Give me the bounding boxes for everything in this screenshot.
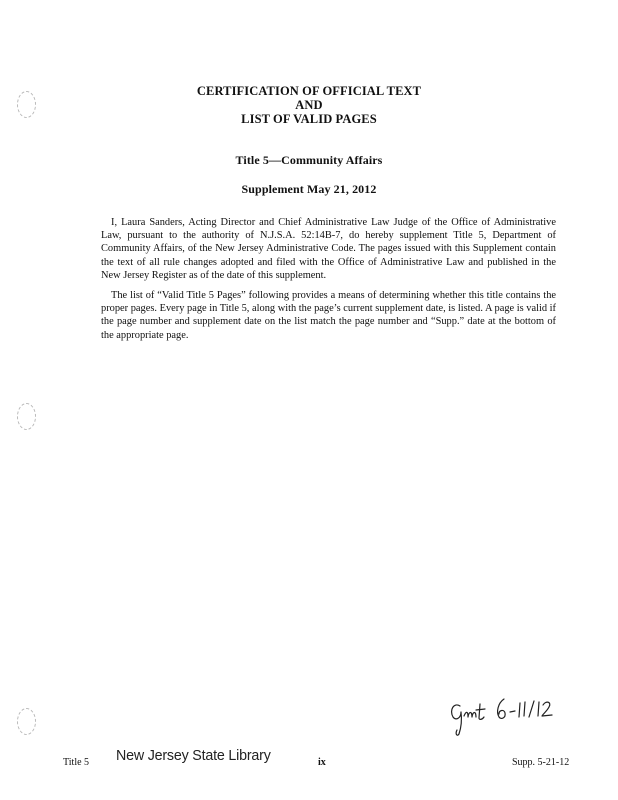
heading-line-1: CERTIFICATION OF OFFICIAL TEXT xyxy=(196,84,422,98)
supplement-date: Supplement May 21, 2012 xyxy=(241,182,377,196)
footer-title: Title 5 xyxy=(63,757,90,768)
hole-punch-bottom xyxy=(17,708,36,735)
hole-punch-middle xyxy=(17,403,36,430)
library-stamp: New Jersey State Library xyxy=(116,747,271,764)
page-number: ix xyxy=(318,757,326,768)
footer-supplement: Supp. 5-21-12 xyxy=(512,757,570,768)
handwritten-signature xyxy=(448,690,578,738)
valid-pages-paragraph: The list of “Valid Title 5 Pages” following provides a means of determining whether this title contains the proper pages. Every page in Title 5, along with the page’s current supplement date, is listed. A page is valid if the page number and supplement date on the list match the page number and “Supp.” date at the bottom of the appropriate page. xyxy=(101,290,556,341)
heading-line-2: AND xyxy=(295,98,323,112)
heading-line-3: LIST OF VALID PAGES xyxy=(241,112,377,126)
signature-drawing xyxy=(448,690,578,738)
certification-paragraph: I, Laura Sanders, Acting Director and Chief Administrative Law Judge of the Office of Administrative Law, pursuant to the authority of N.J.S.A. 52:14B-7, do hereby supplement Title 5, Department of Community Affairs, of the New Jersey Administrative Code. The pages issued with this Supplement contain the text of all rule changes adopted and filed with the Office of Administrative Law and published in the New Jersey Register as of the date of this supplement. xyxy=(101,217,556,281)
title-subtitle: Title 5—Community Affairs xyxy=(235,153,383,167)
